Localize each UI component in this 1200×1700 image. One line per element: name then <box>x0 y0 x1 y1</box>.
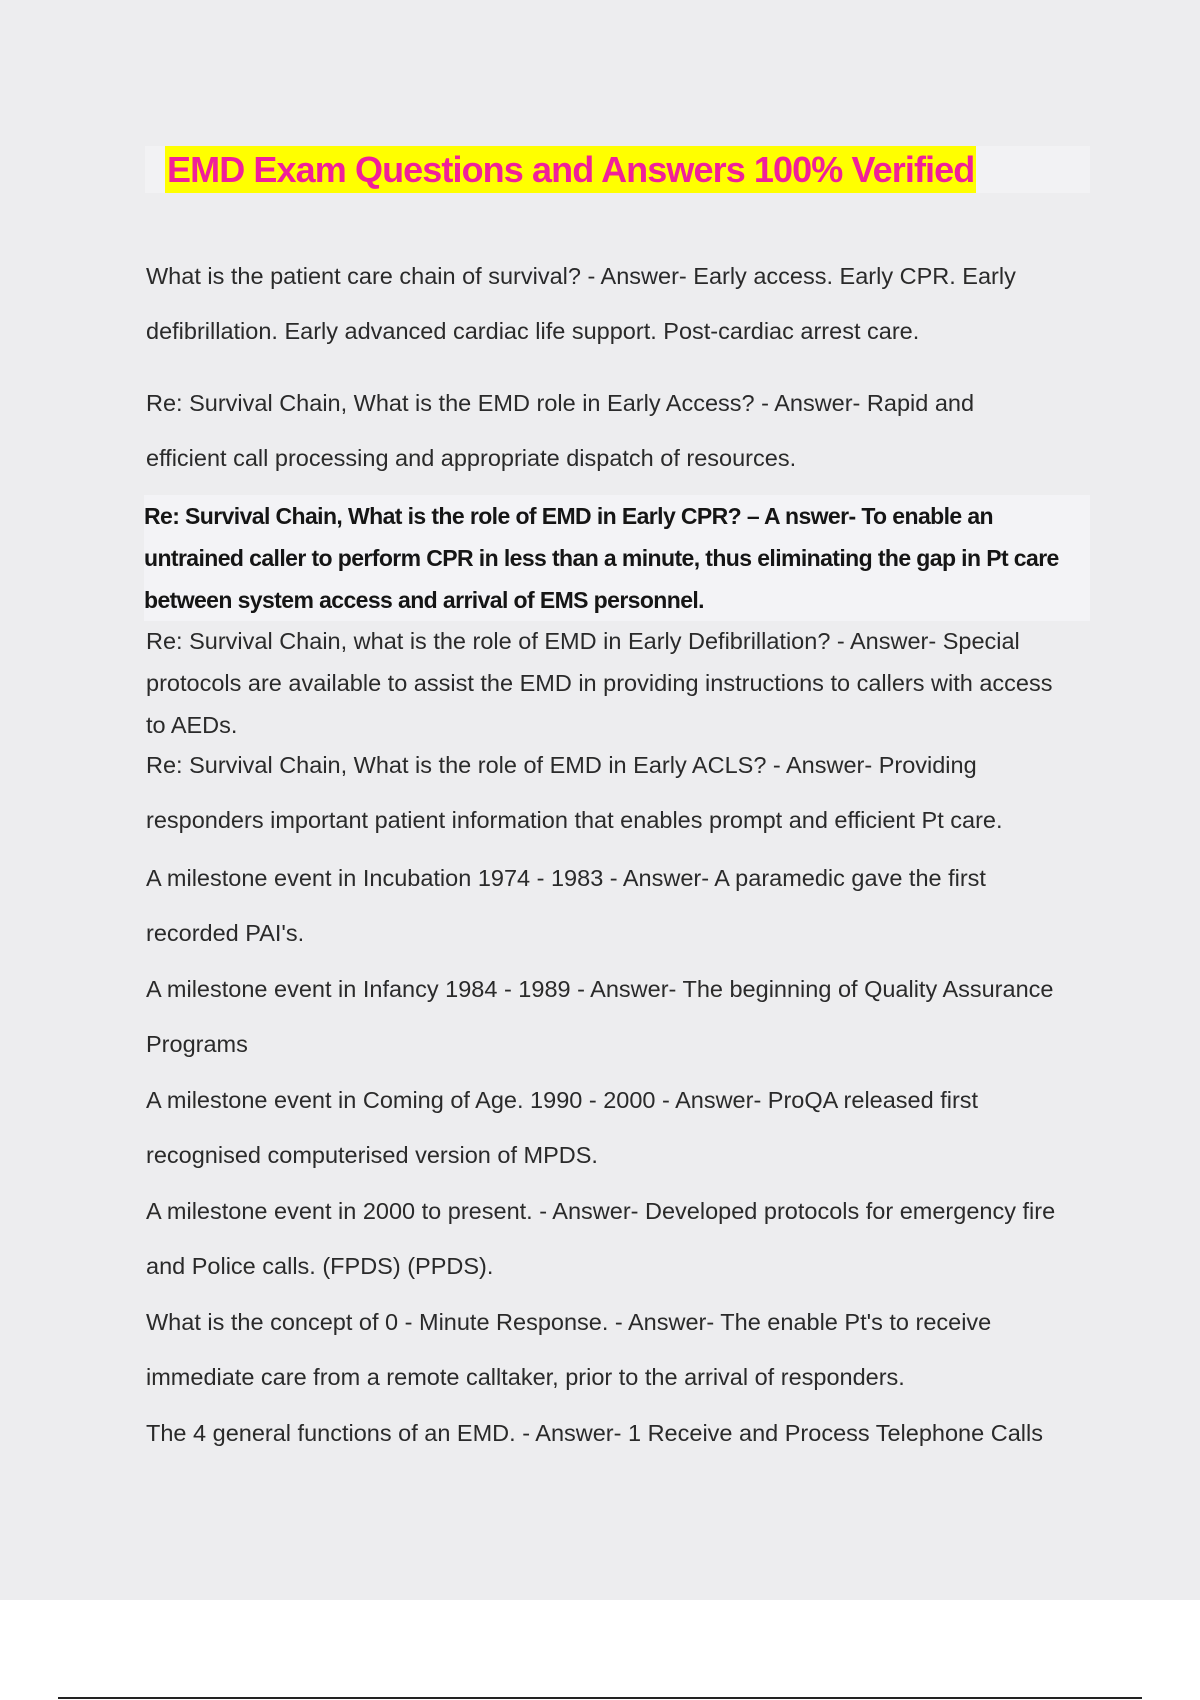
text-line: Re: Survival Chain, What is the EMD role in Early Access? - Answer- Rapid and <box>146 390 975 416</box>
text-line: defibrillation. Early advanced cardiac life support. Post-cardiac arrest care. <box>146 318 920 344</box>
text-line: Programs <box>146 1031 248 1057</box>
text-line: A milestone event in Infancy 1984 - 1989 - Answer- The beginning of Quality Assurance <box>146 976 1054 1002</box>
qa-paragraph-general-functions <box>146 1406 1086 1461</box>
qa-paragraph-coming-of-age <box>146 1073 1086 1183</box>
text-line: Re: Survival Chain, What is the role of EMD in Early ACLS? - Answer- Providing <box>146 752 977 778</box>
text-line: protocols are available to assist the EMD in providing instructions to callers with access <box>146 670 1053 696</box>
text-line: responders important patient information that enables prompt and efficient Pt care. <box>146 807 1003 833</box>
footer-divider <box>58 1697 1142 1699</box>
text-line: and Police calls. (FPDS) (PPDS). <box>146 1253 494 1279</box>
qa-paragraph-2000-to-present <box>146 1184 1086 1294</box>
qa-paragraph-infancy <box>146 962 1086 1072</box>
text-line: Re: Survival Chain, What is the role of EMD in Early CPR? – A nswer- To enable an <box>144 503 993 529</box>
text-line: efficient call processing and appropriate dispatch of resources. <box>146 445 797 471</box>
text-line: immediate care from a remote calltaker, prior to the arrival of responders. <box>146 1364 905 1390</box>
qa-paragraph-zero-minute-response <box>146 1295 1086 1405</box>
qa-paragraph-incubation <box>146 851 1086 961</box>
text-line: The 4 general functions of an EMD. - Answer- 1 Receive and Process Telephone Calls <box>146 1420 1043 1446</box>
text-line: recorded PAI's. <box>146 920 305 946</box>
text-line: A milestone event in 2000 to present. - Answer- Developed protocols for emergency fire <box>146 1198 1056 1224</box>
document-title: EMD Exam Questions and Answers 100% Verified <box>165 146 976 193</box>
text-line: between system access and arrival of EMS personnel. <box>144 587 704 613</box>
qa-paragraph-early-defibrillation <box>146 620 1086 746</box>
qa-paragraph-early-access <box>146 376 1086 486</box>
text-line: A milestone event in Incubation 1974 - 1983 - Answer- A paramedic gave the first <box>146 865 986 891</box>
text-line: to AEDs. <box>146 712 238 738</box>
text-line: untrained caller to perform CPR in less than a minute, thus eliminating the gap in Pt care <box>144 545 1059 571</box>
qa-paragraph-early-cpr <box>144 495 1090 621</box>
text-line: What is the concept of 0 - Minute Response. - Answer- The enable Pt's to receive <box>146 1309 992 1335</box>
text-line: What is the patient care chain of survival? - Answer- Early access. Early CPR. Early <box>146 263 1016 289</box>
text-line: Re: Survival Chain, what is the role of EMD in Early Defibrillation? - Answer- Special <box>146 628 1020 654</box>
text-line: recognised computerised version of MPDS. <box>146 1142 598 1168</box>
text-line: A milestone event in Coming of Age. 1990 - 2000 - Answer- ProQA released first <box>146 1087 979 1113</box>
qa-paragraph-chain-of-survival <box>146 249 1086 359</box>
qa-paragraph-early-acls <box>146 738 1086 848</box>
